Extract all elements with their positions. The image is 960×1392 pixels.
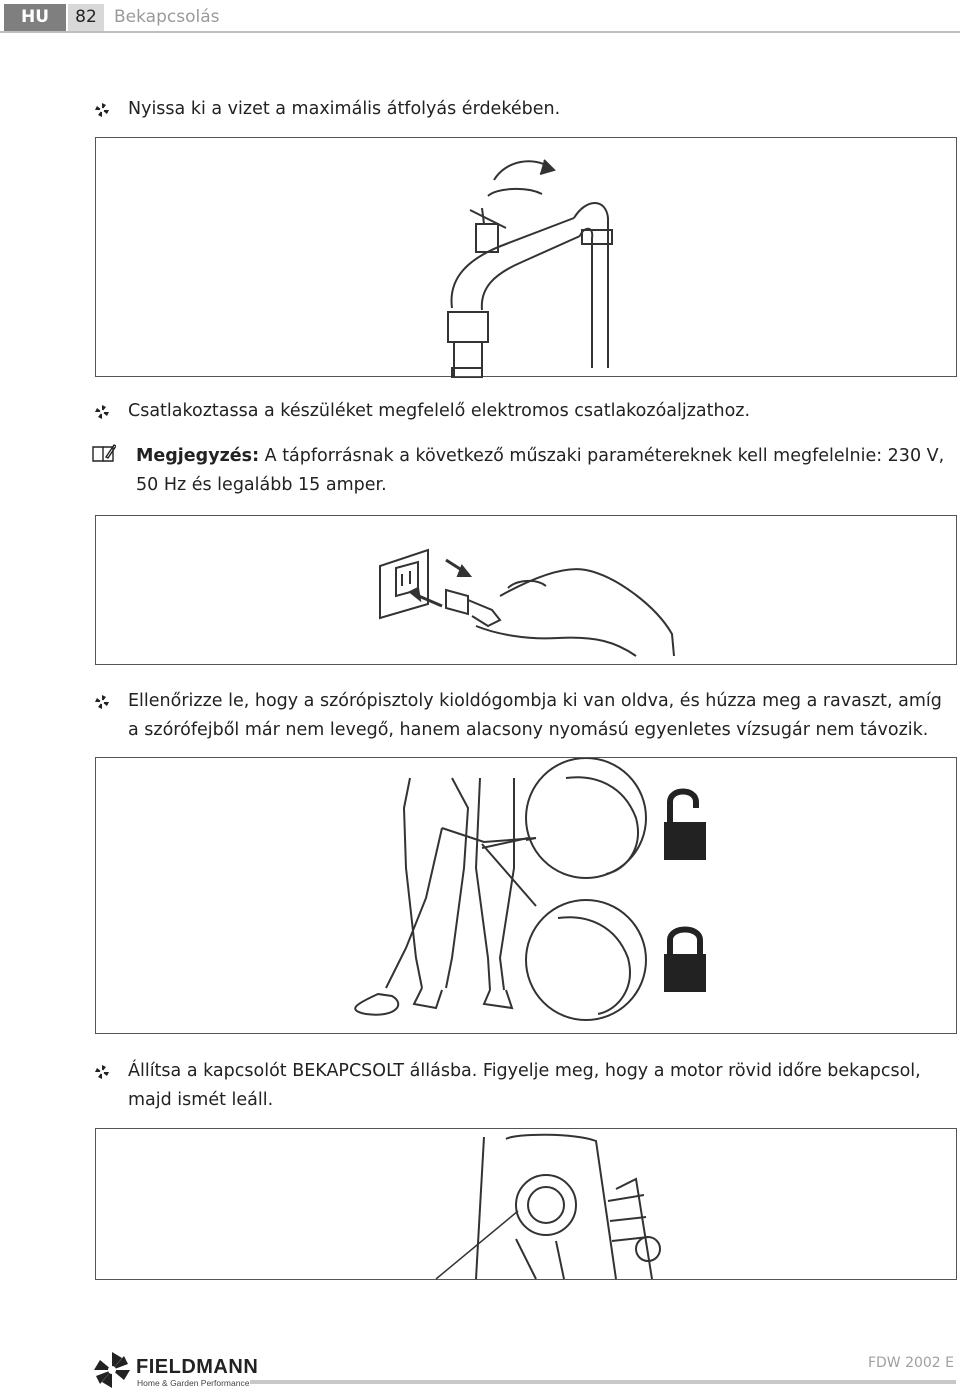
step-1-text: Nyissa ki a vizet a maximális átfolyás érdekében. — [128, 99, 561, 119]
note-text — [136, 442, 948, 500]
model-number: FDW 2002 E — [867, 1355, 954, 1371]
step-3-text: Ellenőrizze le, hogy a szórópisztoly kioldógombja ki van oldva, és húzza meg a ravaszt, amíg a szórófejből már nem levegő, hanem alacsony nyomású egyenletes vízsugár nem távozik. — [128, 691, 942, 740]
fieldmann-logo-mark-icon — [92, 1352, 132, 1388]
page-number: 82 — [68, 4, 104, 31]
brand-name: FIELDMANN — [136, 1356, 259, 1378]
unlocked-padlock-icon — [664, 792, 706, 861]
figure-water-tap — [95, 137, 957, 377]
header-divider — [0, 31, 960, 33]
fan-bullet-icon — [95, 1065, 109, 1079]
note-body: A tápforrásnak a következő műszaki paramétereknek kell megfelelnie: 230 V, 50 Hz és legalább 15 amper. — [136, 446, 945, 495]
fan-bullet-icon — [95, 695, 109, 709]
fan-bullet-icon — [95, 405, 109, 419]
step-4-text: Állítsa a kapcsolót BEKAPCSOLT állásba. Figyelje meg, hogy a motor rövid időre bekapcsol, majd ismét leáll. — [128, 1061, 921, 1110]
step-2-text: Csatlakoztassa a készüléket megfelelő elektromos csatlakozóaljzathoz. — [128, 401, 751, 421]
note-label: Megjegyzés: — [136, 446, 260, 466]
language-tag: HU — [4, 4, 66, 31]
book-note-icon — [92, 443, 116, 463]
brand-tagline: Home & Garden Performance — [137, 1378, 250, 1388]
footer-divider — [250, 1380, 956, 1384]
section-title: Bekapcsolás — [114, 7, 220, 27]
page-header — [0, 0, 960, 34]
figure-spray-gun-lock — [95, 757, 957, 1034]
figure-plug-socket — [95, 515, 957, 665]
figure-power-switch — [95, 1128, 957, 1280]
locked-padlock-icon — [664, 930, 706, 993]
fieldmann-logo — [92, 1352, 262, 1390]
fan-bullet-icon — [95, 103, 109, 117]
